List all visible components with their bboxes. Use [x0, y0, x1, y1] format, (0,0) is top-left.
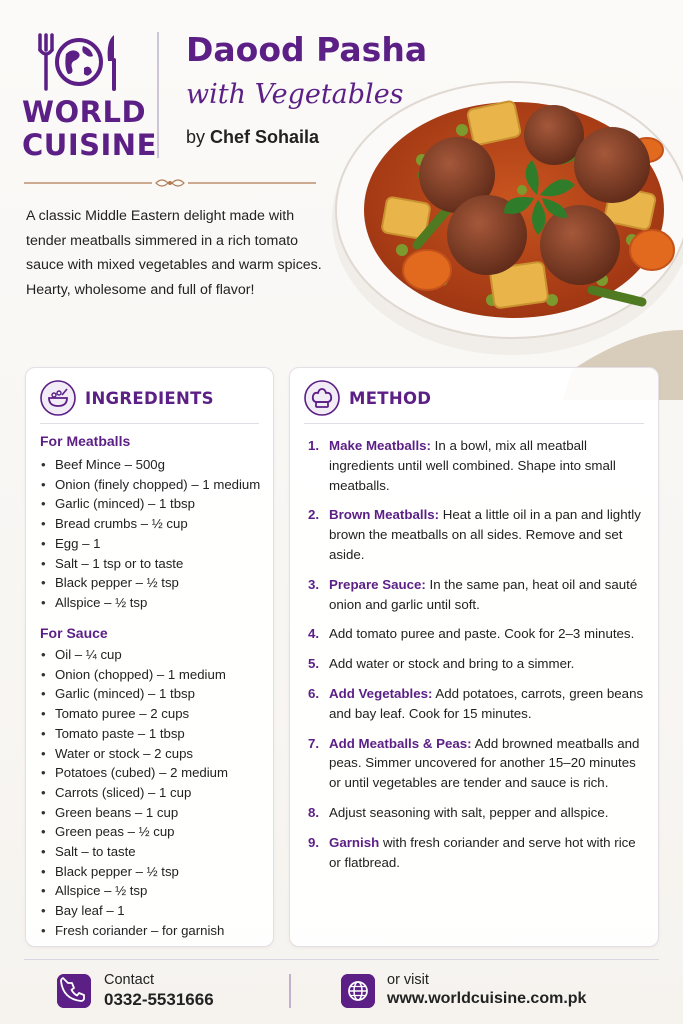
- ornament-divider: [24, 176, 316, 190]
- ingredients-card: [25, 367, 274, 947]
- list-item: • Salt – to taste: [40, 842, 228, 862]
- website-link[interactable]: www.worldcuisine.com.pk: [387, 990, 587, 1007]
- method-step: [308, 575, 646, 615]
- method-step: [308, 505, 646, 564]
- step-text: In a bowl, mix all meatball ingredients until well combined. Shape into small meatballs.: [329, 438, 616, 493]
- visit-label: or visit: [387, 972, 429, 988]
- list-item: • Garlic (minced) – 1 tbsp: [40, 494, 260, 514]
- chef-name: Chef Sohaila: [210, 127, 320, 147]
- step-number: 5.: [308, 656, 320, 672]
- phone-number[interactable]: 0332-5531666: [104, 990, 214, 1009]
- sauce-subheading: For Sauce: [40, 625, 108, 641]
- list-item: • Water or stock – 2 cups: [40, 744, 228, 764]
- step-number: 2.: [308, 507, 320, 523]
- recipe-subtitle: with Vegetables: [186, 79, 404, 110]
- list-item: • Oil – ¼ cup: [40, 645, 228, 665]
- method-step: [308, 803, 646, 823]
- list-item: • Allspice – ½ tsp: [40, 593, 260, 613]
- step-number: 4.: [308, 626, 320, 642]
- list-item: • Onion (chopped) – 1 medium: [40, 665, 228, 685]
- list-item: • Green peas – ½ cup: [40, 822, 228, 842]
- list-item: • Green beans – 1 cup: [40, 803, 228, 823]
- step-lead: Add Vegetables:: [329, 685, 433, 701]
- step-lead: Prepare Sauce:: [329, 576, 426, 592]
- list-item: • Bay leaf – 1: [40, 901, 228, 921]
- phone-icon: [57, 974, 91, 1008]
- step-text: Adjust seasoning with salt, pepper and allspice.: [329, 804, 609, 820]
- method-step: [308, 833, 646, 873]
- method-step: [308, 684, 646, 724]
- list-item: • Black pepper – ½ tsp: [40, 573, 260, 593]
- step-text: Add water or stock and bring to a simmer.: [329, 656, 575, 672]
- list-item: • Tomato puree – 2 cups: [40, 704, 228, 724]
- method-step: [308, 654, 646, 674]
- step-text: In the same pan, heat oil and sauté onion and garlic until soft.: [329, 576, 638, 612]
- list-item: • Garlic (minced) – 1 tbsp: [40, 684, 228, 704]
- brand-line-1: WORLD: [22, 95, 147, 129]
- list-item: • Onion (finely chopped) – 1 medium: [40, 475, 260, 495]
- brand-name: [22, 95, 157, 162]
- footer-vertical-divider: [289, 974, 291, 1008]
- ingredients-divider: [40, 423, 259, 424]
- brand-line-2: CUISINE: [22, 128, 157, 162]
- ingredients-heading: INGREDIENTS: [85, 388, 214, 408]
- footer-divider: [24, 959, 659, 960]
- step-text: Add tomato puree and paste. Cook for 2–3 minutes.: [329, 626, 635, 642]
- step-lead: Make Meatballs:: [329, 438, 431, 453]
- method-card: [289, 367, 659, 947]
- sauce-list: [40, 645, 228, 941]
- meatballs-list: [40, 455, 260, 613]
- recipe-byline: [186, 127, 319, 148]
- method-header: [304, 380, 431, 416]
- step-text: with fresh coriander and serve hot with rice or flatbread.: [329, 834, 636, 870]
- list-item: • Egg – 1: [40, 534, 260, 554]
- daood-pasha-bowl-image: [322, 70, 683, 400]
- recipe-intro: A classic Middle Eastern delight made with tender meatballs simmered in a rich tomato sauce with mixed vegetables and warm spices. Hearty, wholesome and full of flavor!: [26, 208, 322, 298]
- step-lead: Brown Meatballs:: [329, 507, 440, 523]
- step-text: Add browned meatballs and peas. Simmer uncovered for another 15–20 minutes or until vegetables are tender and sauce is rich.: [329, 735, 640, 791]
- method-steps: [308, 436, 646, 872]
- list-item: • Black pepper – ½ tsp: [40, 862, 228, 882]
- method-step: [308, 734, 646, 793]
- method-divider: [304, 423, 644, 424]
- list-item: • Carrots (sliced) – 1 cup: [40, 783, 228, 803]
- step-text: Heat a little oil in a pan and lightly brown the meatballs on all sides. Remove and set aside.: [329, 507, 641, 562]
- step-number: 6.: [308, 685, 320, 701]
- header-divider: [157, 32, 159, 158]
- step-lead: Garnish: [329, 834, 380, 850]
- list-item: • Potatoes (cubed) – 2 medium: [40, 763, 228, 783]
- step-number: 9.: [308, 834, 320, 850]
- method-step: [308, 436, 646, 495]
- step-number: 8.: [308, 804, 320, 820]
- list-item: • Allspice – ½ tsp: [40, 881, 228, 901]
- step-number: 3.: [308, 576, 320, 592]
- list-item: • Bread crumbs – ½ cup: [40, 514, 260, 534]
- byline-prefix: by: [186, 127, 206, 147]
- step-number: 7.: [308, 735, 320, 751]
- meatballs-subheading: For Meatballs: [40, 433, 131, 449]
- ingredients-header: [40, 380, 214, 416]
- list-item: • Fresh coriander – for garnish: [40, 921, 228, 941]
- recipe-title: Daood Pasha: [186, 30, 428, 69]
- step-lead: Add Meatballs & Peas:: [329, 735, 472, 751]
- globe-icon: [341, 974, 375, 1008]
- method-step: [308, 624, 646, 644]
- step-text: Add potatoes, carrots, green beans and bay leaf. Cook for 15 minutes.: [329, 685, 644, 721]
- chef-hat-icon: [304, 380, 340, 416]
- contact-label: Contact: [104, 972, 154, 988]
- bowl-icon: [40, 380, 76, 416]
- list-item: • Tomato paste – 1 tbsp: [40, 724, 228, 744]
- world-cuisine-logo-icon: [36, 32, 122, 92]
- step-number: 1.: [308, 438, 320, 453]
- method-heading: METHOD: [349, 388, 432, 408]
- list-item: • Beef Mince – 500g: [40, 455, 260, 475]
- list-item: • Salt – 1 tsp or to taste: [40, 554, 260, 574]
